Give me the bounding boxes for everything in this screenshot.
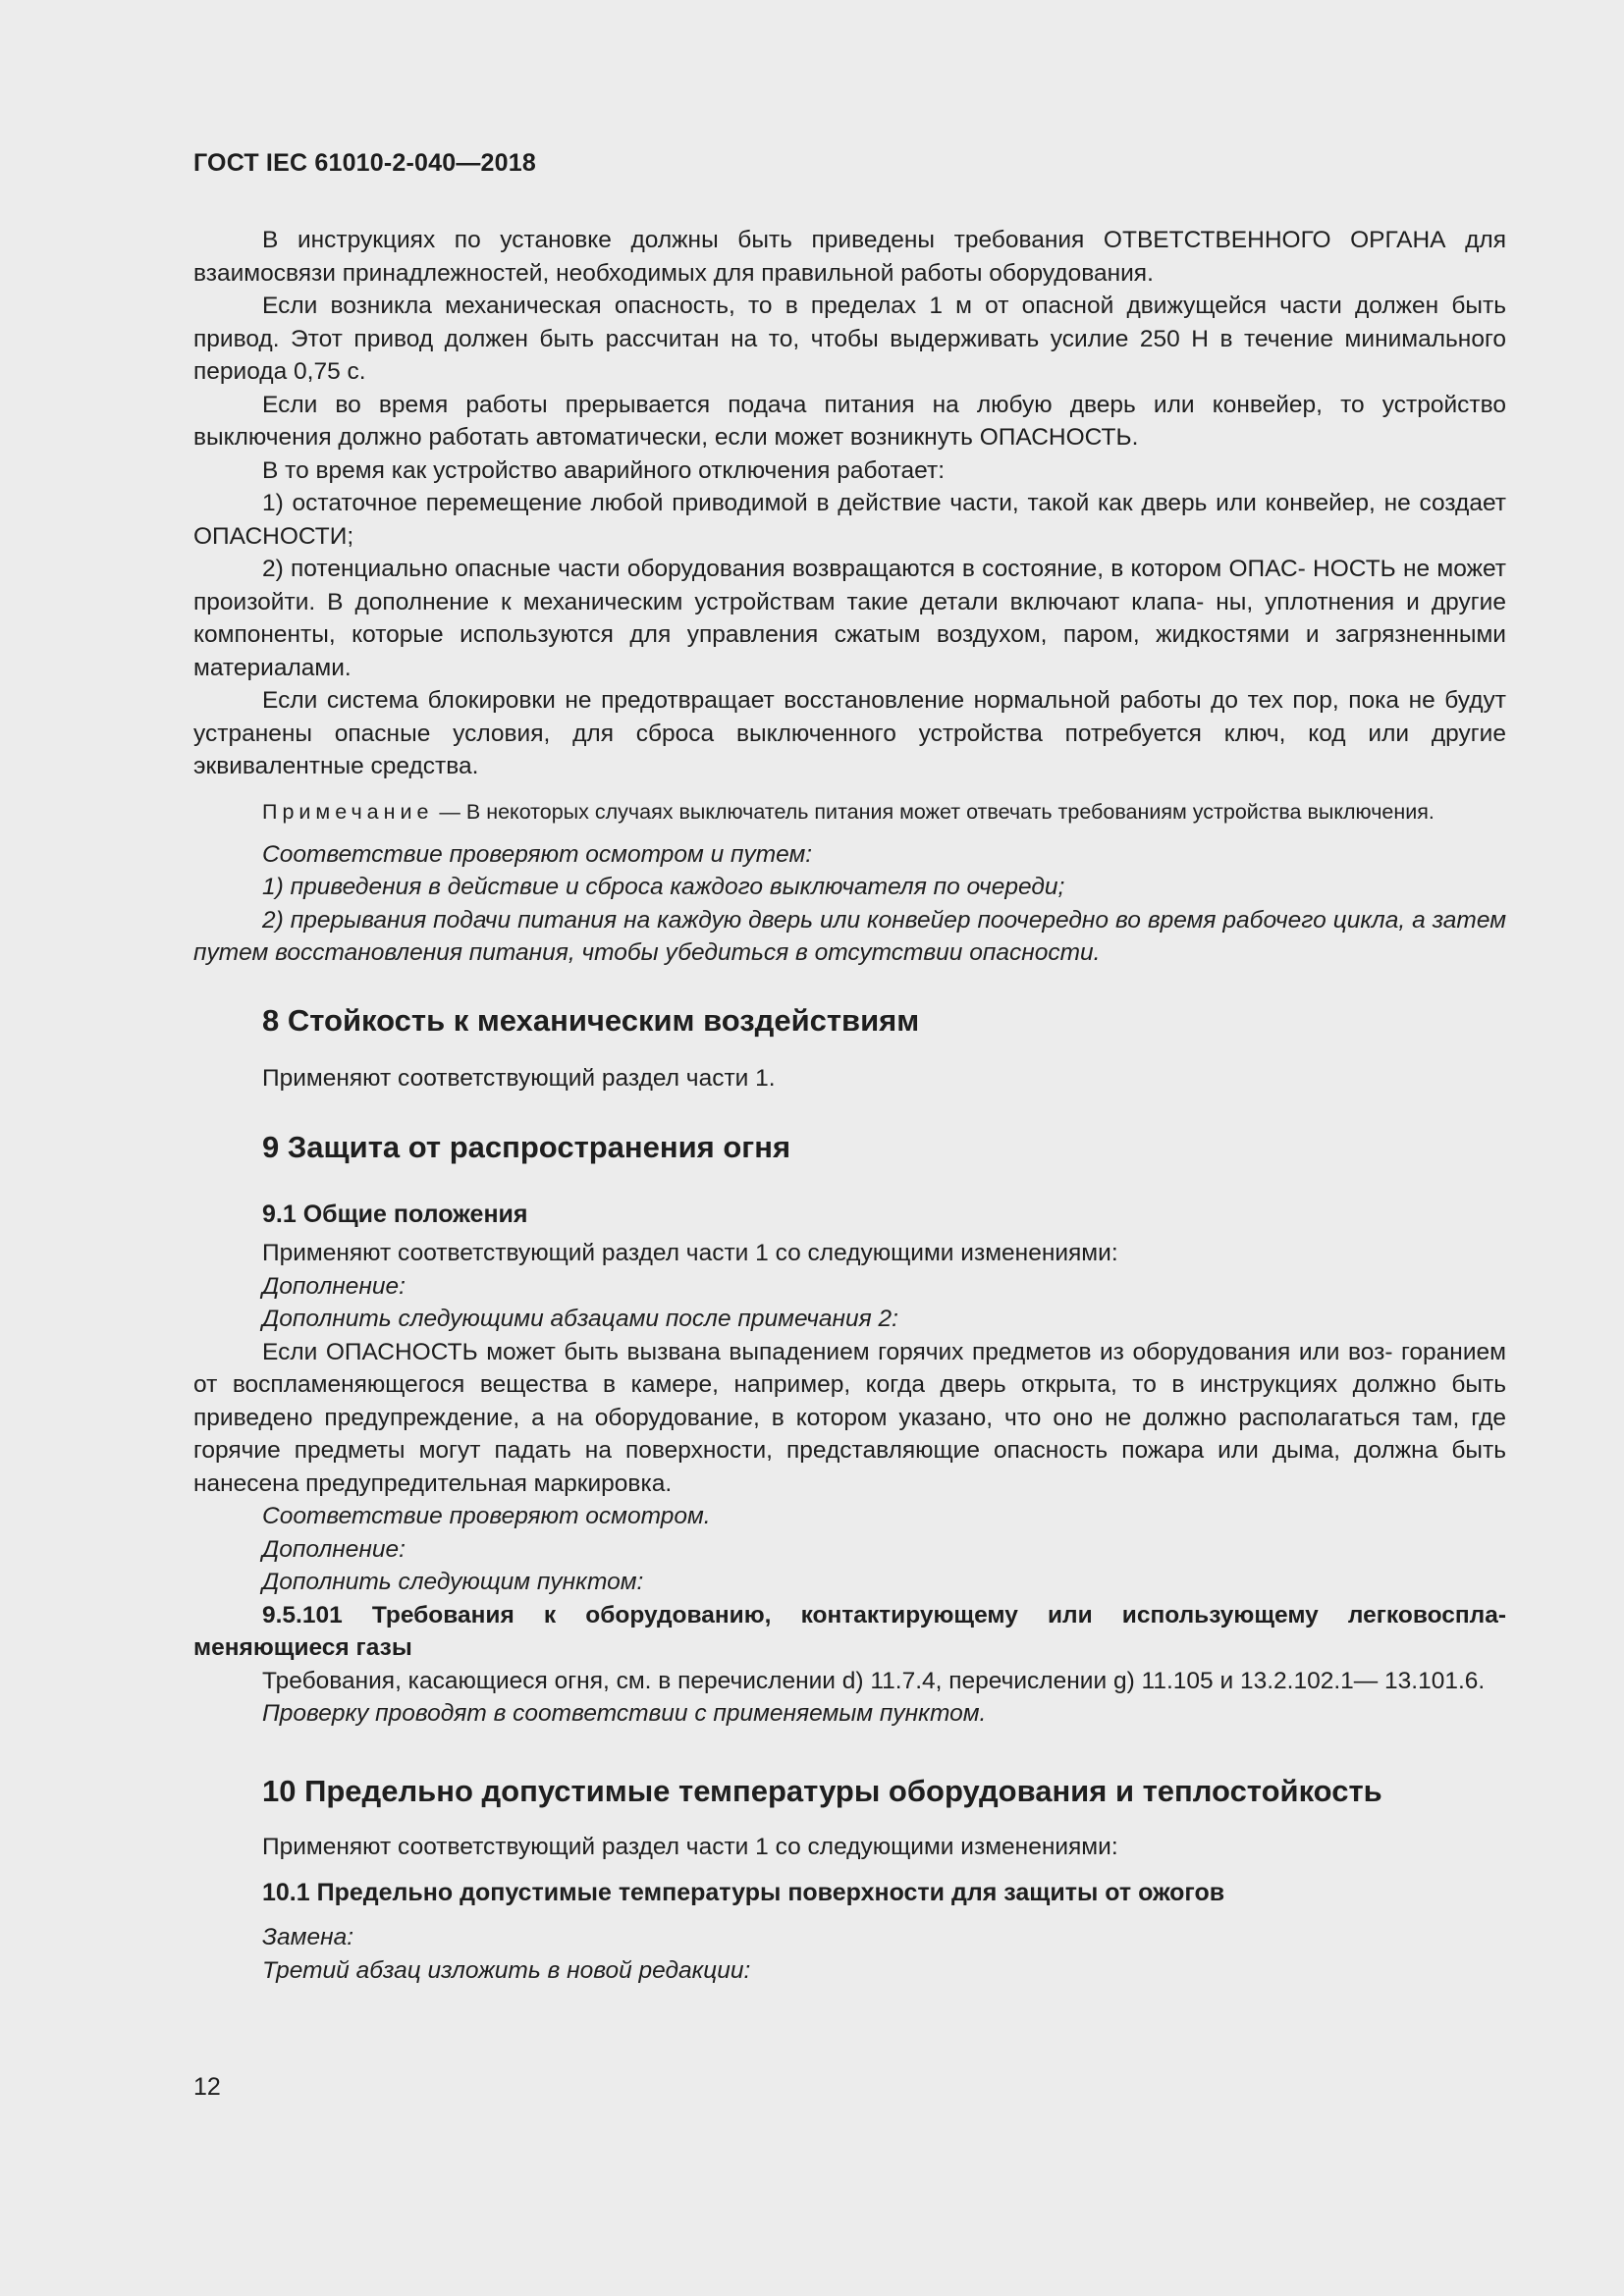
item-9-5-101-title: 9.5.101 Требования к оборудованию, контактирующему или использующему легковоспла- меняющиеся газы bbox=[193, 1601, 1506, 1661]
compliance-check-item: 1) приведения в действие и сброса каждого выключателя по очереди; bbox=[262, 874, 1065, 900]
page-number: 12 bbox=[193, 2073, 221, 2101]
paragraph: Если возникла механическая опасность, то в пределах 1 м от опасной движущейся части должен быть привод. Этот привод должен быть рассчитан на то, чтобы выдерживать усилие 250 Н в течение минимального периода 0,75 с. bbox=[193, 293, 1506, 385]
section-9-title: 9 Защита от распространения огня bbox=[262, 1130, 791, 1164]
compliance-check: Проверку проводят в соответствии с применяемым пунктом. bbox=[262, 1700, 987, 1727]
note bbox=[193, 797, 1506, 827]
amendment-note: Дополнить следующими абзацами после примечания 2: bbox=[262, 1306, 898, 1332]
note-text: — В некоторых случаях выключатель питания может отвечать требованиям устройства выключения. bbox=[433, 799, 1435, 824]
list-item: 1) остаточное перемещение любой приводимой в действие части, такой как дверь или конвейер, не создает ОПАСНОСТИ; bbox=[193, 490, 1506, 550]
amendment-note: Замена: bbox=[262, 1924, 353, 1950]
amendment-note: Дополнить следующим пунктом: bbox=[262, 1569, 644, 1595]
paragraph: Если ОПАСНОСТЬ может быть вызвана выпадением горячих предметов из оборудования или воз- горанием от воспламеняющегося вещества в камере, например, когда дверь открыта, то в инструкциях должно быть приведено предупреждение, а на оборудование, в котором указано, что оно не должно располагаться там, где горячие предметы могут падать на поверхности, представляющие опасность пожара или дыма, должна быть нанесена предупредительная маркировка. bbox=[193, 1338, 1506, 1497]
subsection-9-1-title: 9.1 Общие положения bbox=[262, 1201, 528, 1228]
note-label: Примечание bbox=[262, 799, 434, 824]
compliance-check: Соответствие проверяют осмотром. bbox=[262, 1503, 711, 1529]
compliance-check: Соответствие проверяют осмотром и путем: bbox=[262, 840, 813, 868]
section-10-title: 10 Предельно допустимые температуры оборудования и теплостойкость bbox=[262, 1773, 1382, 1808]
compliance-check-item: 2) прерывания подачи питания на каждую дверь или конвейер поочередно во время рабочего цикла, а затем путем восстановления питания, чтобы убедиться в отсутствии опасности. bbox=[193, 906, 1506, 966]
paragraph: Применяют соответствующий раздел части 1 со следующими изменениями: bbox=[262, 1833, 1118, 1860]
section-8-text: Применяют соответствующий раздел части 1. bbox=[262, 1064, 776, 1092]
section-8-title: 8 Стойкость к механическим воздействиям bbox=[262, 1002, 920, 1038]
document-header: ГОСТ IEC 61010-2-040—2018 bbox=[193, 149, 536, 177]
paragraph: Если система блокировки не предотвращает восстановление нормальной работы до тех пор, пока не будут устранены опасные условия, для сброса выключенного устройства потребуется ключ, код или другие эквивалентные средства. bbox=[193, 687, 1506, 779]
subsection-10-1-title: 10.1 Предельно допустимые температуры поверхности для защиты от ожогов bbox=[262, 1879, 1225, 1906]
paragraph: Применяют соответствующий раздел части 1 со следующими изменениями: bbox=[262, 1240, 1118, 1266]
paragraph: Требования, касающиеся огня, см. в перечислении d) 11.7.4, перечислении g) 11.105 и 13.2.102.1— 13.101.6. bbox=[262, 1667, 1486, 1694]
amendment-note: Дополнение: bbox=[262, 1272, 406, 1300]
page-body bbox=[193, 224, 1506, 1987]
paragraph: Если во время работы прерывается подача питания на любую дверь или конвейер, то устройство выключения должно работать автоматически, если может возникнуть ОПАСНОСТЬ. bbox=[193, 391, 1506, 451]
paragraph: В то время как устройство аварийного отключения работает: bbox=[262, 456, 946, 484]
paragraph: В инструкциях по установке должны быть приведены требования ОТВЕТСТВЕННОГО ОРГАНА для взаимосвязи принадлежностей, необходимых для правильной работы оборудования. bbox=[193, 227, 1506, 287]
amendment-note: Третий абзац изложить в новой редакции: bbox=[262, 1956, 751, 1984]
list-item: 2) потенциально опасные части оборудования возвращаются в состояние, в котором ОПАС- НОСТЬ не может произойти. В дополнение к механическим устройствам такие детали включают клапа- ны, уплотнения и другие компоненты, которые используются для управления сжатым воздухом, паром, жидкостями и загрязненными материалами. bbox=[193, 556, 1506, 681]
amendment-note: Дополнение: bbox=[262, 1535, 406, 1563]
